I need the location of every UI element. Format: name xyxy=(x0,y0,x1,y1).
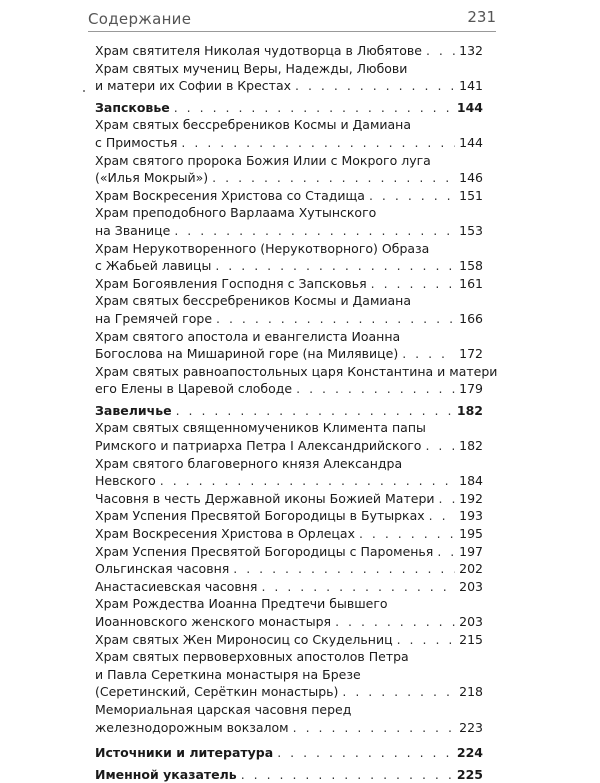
toc-page-number: 223 xyxy=(459,719,483,735)
toc-entry-title-line: Римского и патриарха Петра I Александрийского xyxy=(95,438,422,454)
dot-leader xyxy=(181,134,455,152)
toc-entry[interactable] xyxy=(95,648,483,701)
toc-entry-title-line: Храм Рождества Иоанна Предтечи бывшего xyxy=(95,596,388,612)
toc-entry-title-line: Храм Нерукотворенного (Нерукотворного) Образа xyxy=(95,240,430,256)
toc-entry[interactable] xyxy=(95,631,483,649)
toc-page-number: 182 xyxy=(456,402,483,418)
toc-entry-title-line: с Примостья xyxy=(95,134,178,150)
toc-entry-title-line: Храм Успения Пресвятой Богородицы с Пароменья xyxy=(95,543,434,559)
toc-page-number: 225 xyxy=(456,766,483,782)
toc-entry[interactable] xyxy=(95,560,483,578)
toc-entry[interactable] xyxy=(95,116,483,151)
dot-leader xyxy=(233,560,455,578)
toc-page-number: 172 xyxy=(459,346,483,362)
dot-leader xyxy=(402,345,455,363)
dot-leader xyxy=(371,275,455,293)
toc-entry[interactable] xyxy=(95,543,483,561)
toc-page-number: 141 xyxy=(459,78,483,94)
toc-page-number: 146 xyxy=(459,170,483,186)
dot-leader xyxy=(335,613,455,631)
toc-entry-title-line: Богослова на Мишариной горе (на Милявице) xyxy=(95,346,399,362)
toc-entry[interactable] xyxy=(95,490,483,508)
toc-entry-title-line: Храм преподобного Варлаама Хутынского xyxy=(95,205,377,221)
toc-entry-title-line: Именной указатель xyxy=(95,766,237,782)
toc-entry[interactable] xyxy=(95,363,498,398)
dot-leader xyxy=(174,99,453,117)
toc-entry-title-line: Храм святых мучениц Веры, Надежды, Любови xyxy=(95,60,408,76)
dot-leader xyxy=(429,507,455,525)
toc-page-number: 184 xyxy=(459,473,483,489)
toc-entry-title-line: Храм святых священномучеников Климента папы xyxy=(95,420,426,436)
toc-entry[interactable] xyxy=(95,578,483,596)
toc-entry[interactable] xyxy=(95,507,483,525)
toc-entry-title-line: (Серетинский, Серёткин монастырь) xyxy=(95,684,339,700)
toc-entry-title-line: Запсковье xyxy=(95,99,170,115)
toc-entry[interactable] xyxy=(95,419,483,454)
toc-entry-title-line: («Илья Мокрый») xyxy=(95,170,209,186)
toc-entry-title-line: Храм Успения Пресвятой Богородицы в Бутырках xyxy=(95,508,425,524)
toc-entry-title-line: Храм святых первоверховных апостолов Петра xyxy=(95,649,409,665)
toc-entry[interactable] xyxy=(95,99,483,117)
toc-entry-title-line: его Елены в Царевой слободе xyxy=(95,381,293,397)
toc-entry-title-line: Храм Воскресения Христова в Орлецах xyxy=(95,526,355,542)
dot-leader xyxy=(160,472,455,490)
toc-page-number: 161 xyxy=(459,275,483,291)
dot-leader xyxy=(426,42,455,60)
dot-leader xyxy=(215,257,455,275)
dot-leader xyxy=(261,578,455,596)
toc-entry-title-line: и Павла Сереткина монастыря на Брезе xyxy=(95,666,361,682)
toc-page-number: 132 xyxy=(459,43,483,58)
toc-entry-title-line: на Гремячей горе xyxy=(95,310,213,326)
toc-entry-title-line: Храм святых равноапостольных царя Константина и матери xyxy=(95,363,498,379)
page-number: 231 xyxy=(467,8,496,26)
toc-page-number: 166 xyxy=(459,310,483,326)
toc-entry-title-line: Храм святых бессребреников Космы и Дамиана xyxy=(95,293,412,309)
margin-mark xyxy=(83,90,85,92)
toc-entry[interactable] xyxy=(95,187,483,205)
toc-entry[interactable] xyxy=(95,275,483,293)
toc-page-number: 153 xyxy=(459,222,483,238)
toc-page-number: 203 xyxy=(459,614,483,629)
toc-entry[interactable] xyxy=(95,595,483,630)
dot-leader xyxy=(359,525,455,543)
toc-entry-title-line: Храм святого пророка Божия Илии с Мокрого луга xyxy=(95,152,431,168)
toc-entry[interactable] xyxy=(95,766,483,783)
toc-entry-title-line: Храм святителя Николая чудотворца в Любятове xyxy=(95,43,422,58)
toc-entry-title-line: Ольгинская часовня xyxy=(95,561,230,577)
toc-page-number: 151 xyxy=(459,187,483,203)
toc-page-number: 158 xyxy=(459,258,483,274)
toc-entry-title-line: и матери их Софии в Крестах xyxy=(95,78,292,94)
toc-entry[interactable] xyxy=(95,292,483,327)
toc-page-number: 202 xyxy=(459,561,483,577)
toc-page-number: 144 xyxy=(456,99,483,115)
toc-page-number: 197 xyxy=(459,543,483,559)
dot-leader xyxy=(439,490,456,508)
dot-leader xyxy=(397,631,456,649)
toc-entry[interactable] xyxy=(95,204,483,239)
toc-page-number: 144 xyxy=(459,134,483,150)
dot-leader xyxy=(369,187,455,205)
header-rule xyxy=(88,31,496,32)
toc-entry-title-line: Часовня в честь Державной иконы Божией Матери xyxy=(95,490,435,506)
dot-leader xyxy=(277,744,453,762)
toc-entry-title-line: Источники и литература xyxy=(95,745,274,761)
toc-entry-title-line: Иоанновского женского монастыря xyxy=(95,614,332,629)
toc-entry-title-line: с Жабьей лавицы xyxy=(95,258,212,274)
toc-page-number: 195 xyxy=(459,526,483,542)
dot-leader xyxy=(174,222,455,240)
toc-entry[interactable] xyxy=(95,744,483,762)
dot-leader xyxy=(295,77,455,95)
toc-page-number: 179 xyxy=(459,381,483,397)
toc-entry-title-line: Храм святых бессребреников Космы и Дамиана xyxy=(95,117,412,133)
toc-page-number: 224 xyxy=(456,745,483,761)
toc-page-number: 192 xyxy=(459,490,483,506)
toc-entry[interactable] xyxy=(95,240,483,275)
toc-page-number: 215 xyxy=(459,631,483,647)
toc-entry[interactable] xyxy=(95,152,483,187)
dot-leader xyxy=(425,437,455,455)
running-header xyxy=(88,4,496,32)
toc-entry[interactable] xyxy=(95,328,483,363)
dot-leader xyxy=(296,380,455,398)
toc-entry-title-line: Храм Богоявления Господня с Запсковья xyxy=(95,275,367,291)
toc-entry-title-line: Невского xyxy=(95,473,156,489)
dot-leader xyxy=(176,402,453,420)
toc-entry-title-line: Анастасиевская часовня xyxy=(95,578,258,594)
toc-entry-title-line: Храм святых Жен Мироносиц со Скудельниц xyxy=(95,631,393,647)
toc-entry-title-line: железнодорожным вокзалом xyxy=(95,719,289,735)
toc-entry[interactable] xyxy=(95,42,483,60)
toc-entry[interactable] xyxy=(95,525,483,543)
toc-page-number: 203 xyxy=(459,578,483,594)
toc-entry-title-line: Мемориальная царская часовня перед xyxy=(95,701,352,717)
toc-entry[interactable] xyxy=(95,60,483,95)
toc-entry-title-line: Завеличье xyxy=(95,402,172,418)
toc-entry[interactable] xyxy=(95,701,483,736)
dot-leader xyxy=(342,683,455,701)
toc-entry[interactable] xyxy=(95,455,483,490)
table-of-contents xyxy=(95,42,498,783)
toc-page-number: 182 xyxy=(459,438,483,454)
toc-page-number: 193 xyxy=(459,508,483,524)
dot-leader xyxy=(437,543,455,561)
dot-leader xyxy=(241,766,453,783)
toc-entry-title-line: Храм святого благоверного князя Александра xyxy=(95,455,403,471)
toc-entry-title-line: Храм святого апостола и евангелиста Иоанна xyxy=(95,328,401,344)
toc-entry-title-line: Храм Воскресения Христова со Стадища xyxy=(95,187,365,203)
dot-leader xyxy=(216,310,455,328)
running-header-section: Содержание xyxy=(88,10,192,28)
toc-entry-title-line: на Званице xyxy=(95,222,171,238)
toc-page-number: 218 xyxy=(459,684,483,700)
dot-leader xyxy=(293,719,456,737)
dot-leader xyxy=(212,169,455,187)
toc-entry[interactable] xyxy=(95,402,483,420)
